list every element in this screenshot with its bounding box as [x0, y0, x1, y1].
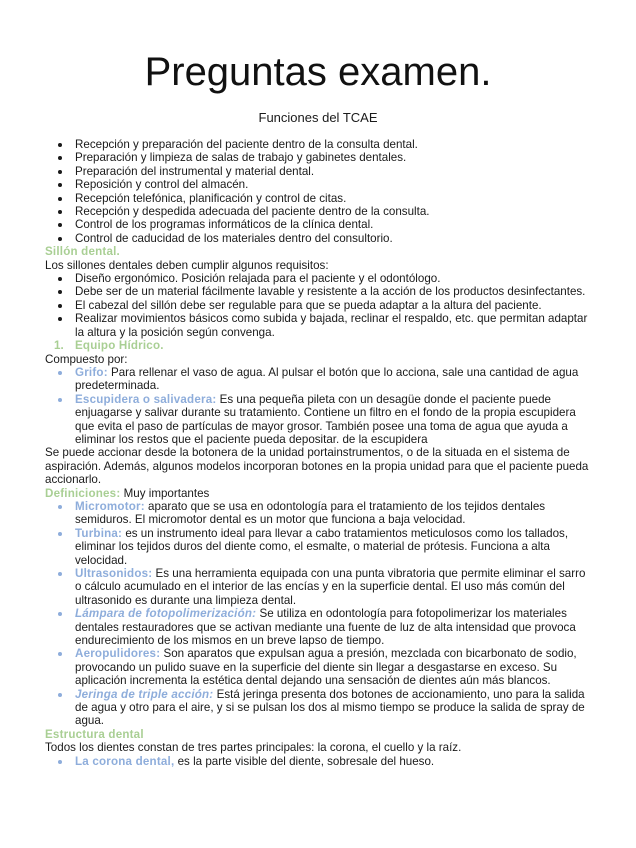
list-item [45, 366, 595, 393]
section-subtitle: Funciones del TCAE [258, 110, 378, 125]
term-text: aparato que se usa en odontología para el tratamiento de los tejidos dentales semiduros. El micromotor dental es un motor que funciona a baja velocidad. [75, 499, 546, 527]
equipo-intro: Compuesto por: [45, 352, 128, 366]
list-item: Recepción telefónica, planificación y control de citas. [45, 192, 595, 205]
term-label: La corona dental, [75, 754, 175, 768]
list-item [45, 607, 595, 647]
equipo-heading-item [45, 339, 595, 352]
list-item: Diseño ergonómico. Posición relajada para el paciente y el odontólogo. [45, 272, 595, 285]
document-body [45, 138, 595, 768]
term-text: Es una pequeña pileta con un desagüe donde el paciente puede enjuagarse y salivar durante su tratamiento. Contiene un filtro en el fondo de la propia escupidera que evita el paso de partículas de mayor grosor. También posee una toma de agua que ayuda a eliminar los restos que el paciente pueda depositar. de la escupidera [75, 392, 576, 446]
estructura-list [45, 755, 595, 768]
list-item: Recepción y despedida adecuada del paciente dentro de la consulta. [45, 205, 595, 218]
definiciones-heading-line [45, 487, 595, 500]
sillon-heading: Sillón dental. [45, 245, 120, 259]
list-item [45, 527, 595, 567]
term-text: Está jeringa presenta dos botones de accionamiento, uno para la salida de agua y otro para el aire, y si se pulsan los dos al mismo tiempo se produce la salida de spray de agua. [75, 687, 585, 728]
list-item: Recepción y preparación del paciente dentro de la consulta dental. [45, 138, 595, 151]
estructura-intro: Todos los dientes constan de tres partes principales: la corona, el cuello y la raíz. [45, 741, 462, 755]
list-item [45, 647, 595, 687]
list-item: Realizar movimientos básicos como subida y bajada, reclinar el respaldo, etc. que permitan adaptar la altura y la posición según convenga. [45, 312, 595, 339]
definiciones-list [45, 500, 595, 728]
equipo-numbered-list [45, 339, 595, 352]
term-label: Ultrasonidos: [75, 567, 153, 580]
list-item: Reposición y control del almacén. [45, 178, 595, 191]
term-text: Para rellenar el vaso de agua. Al pulsar el botón que lo acciona, sale una cantidad de agua predeterminada. [75, 365, 579, 393]
term-label: Aeropulidores: [75, 647, 161, 661]
definiciones-heading: Definiciones: [45, 486, 121, 500]
page-title: Preguntas examen. [144, 50, 492, 94]
term-label: Lámpara de fotopolimerización: [75, 607, 257, 621]
term-label: Grifo: [75, 365, 108, 379]
list-item [45, 755, 595, 768]
term-text: es un instrumento ideal para llevar a cabo tratamientos meticulosos como los tallados, eliminar los tejidos duros del diente como, el esmalte, o material de prótesis. Funciona a alta velocidad. [75, 526, 569, 567]
equipo-paragraph: Se puede accionar desde la botonera de la unidad portainstrumentos, o de la situada en el sistema de aspiración. Además, algunos modelos incorporan botones en la propia unidad para que el paciente pueda accionarlo. [45, 446, 589, 487]
list-item [45, 393, 595, 447]
list-item [45, 500, 595, 527]
term-label: Turbina: [75, 526, 123, 540]
term-label: Escupidera o salivadera: [75, 392, 217, 406]
equipo-list [45, 366, 595, 446]
list-item: Preparación y limpieza de salas de trabajo y gabinetes dentales. [45, 151, 595, 164]
equipo-heading: Equipo Hídrico. [75, 339, 164, 353]
term-text: es la parte visible del diente, sobresale del hueso. [174, 754, 435, 768]
list-item: Debe ser de un material fácilmente lavable y resistente a la acción de los productos desinfectantes. [45, 285, 595, 298]
list-number: 1. [54, 339, 64, 353]
list-item [45, 567, 595, 607]
list-item: El cabezal del sillón debe ser regulable para que se pueda adaptar a la altura del paciente. [45, 299, 595, 312]
term-label: Jeringa de triple acción: [75, 687, 214, 701]
list-item: Preparación del instrumental y material dental. [45, 165, 595, 178]
term-text: Son aparatos que expulsan agua a presión, mezclada con bicarbonato de sodio, provocando un pulido suave en la superficie del diente sin llegar a desgastarse en exceso. Su aplicación incrementa la estética dental dejando una sensación de dientes aún más blancos. [75, 647, 577, 688]
term-label: Micromotor: [75, 499, 145, 513]
definiciones-note: Muy importantes [120, 486, 210, 500]
term-text: Se utiliza en odontología para fotopolimerizar los materiales dentales restauradores que se activan mediante una fuente de luz de alta intensidad que provoca endurecimiento de los mismos en un breve lapso de tiempo. [75, 607, 576, 648]
sillon-intro: Los sillones dentales deben cumplir algunos requisitos: [45, 258, 329, 272]
list-item: Control de los programas informáticos de la clínica dental. [45, 218, 595, 231]
list-item: Control de caducidad de los materiales dentro del consultorio. [45, 232, 595, 245]
term-text: Es una herramienta equipada con una punta vibratoria que permite eliminar el sarro o cálculo acumulado en el interior de las encías y en la superficie dental. El uso más común del ultrasonido es durante una limpieza dental. [75, 567, 586, 607]
estructura-heading: Estructura dental [45, 727, 144, 741]
funciones-list [45, 138, 595, 245]
sillon-list [45, 272, 595, 339]
list-item [45, 688, 595, 728]
